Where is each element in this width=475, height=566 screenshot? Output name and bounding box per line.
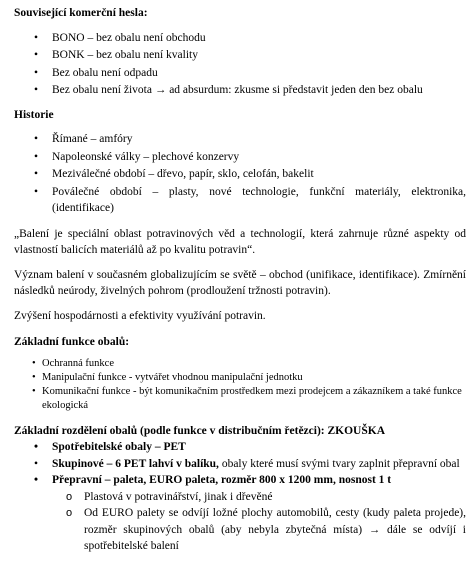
document-page [14, 5, 466, 555]
history-list [14, 131, 466, 217]
sub-list [14, 489, 466, 555]
heading-basic-functions: Základní funkce obalů: [14, 336, 130, 348]
list-item: • Bez obalu není života → ad absurdum: zkusme si představit jeden den bez obalu [14, 82, 466, 99]
slogans-list [14, 30, 466, 99]
list-item: • Ochranná funkce [14, 357, 466, 371]
list-item-text: Přepravní – paleta, EURO paleta, rozměr 800 x 1200 mm, nosnost 1 t [52, 474, 392, 486]
sub-list-item: o Od EURO palety se odvíjí ložné plochy automobilů, cesty (kudy paleta projede), rozměr skupinových obalů (aby nebyla zbytečná místa) → dále se odvíjí i spotřebitelské balení [14, 505, 466, 555]
significance-paragraph: Význam balení v současném globalizujícím se světě – obchod (unifikace, identifikace). Zmírnění následků neúrody, živelných pohrom (prodloužení tržnosti potravin). [14, 268, 466, 297]
list-item: • Spotřebitelské obaly – PET [14, 439, 466, 456]
list-item: • Římané – amfóry [14, 131, 466, 148]
list-item: • Manipulační funkce - vytvářet vhodnou manipulační jednotku [14, 371, 466, 385]
functions-list [14, 357, 466, 413]
list-item-bold: Skupinové – 6 PET lahví v balíku, [52, 457, 219, 470]
division-list [14, 439, 466, 555]
heading-basic-division: Základní rozdělení obalů (podle funkce v distribučním řetězci): ZKOUŠKA [14, 424, 385, 437]
list-item [14, 472, 466, 555]
list-item: • BONK – bez obalu není kvality [14, 47, 466, 64]
list-item [14, 456, 466, 473]
heading-history: Historie [14, 108, 54, 121]
sub-list-item: o Plastová v potravinářství, jinak i dřevěné [14, 489, 466, 506]
list-item: • Poválečné období – plasty, nové technologie, funkční materiály, elektronika, (identifikace) [14, 184, 466, 217]
quote-paragraph: „Balení je speciální oblast potravinových věd a technologií, která zahrnuje různé aspekty od vlastností balicích materiálů až po kvalitu potravin“. [14, 227, 466, 256]
list-item: • Napoleonské války – plechové konzervy [14, 149, 466, 166]
list-item: • Meziválečné období – dřevo, papír, sklo, celofán, bakelit [14, 166, 466, 183]
list-item: • Bez obalu není odpadu [14, 65, 466, 82]
list-item: • BONO – bez obalu není obchodu [14, 30, 466, 47]
heading-commercial-slogans: Související komerční hesla: [14, 7, 148, 19]
list-item-rest: obaly které musí svými tvary zaplnit přepravní obal [218, 457, 460, 470]
efficiency-paragraph: Zvýšení hospodárnosti a efektivity využívání potravin. [14, 309, 266, 322]
list-item: • Komunikační funkce - být komunikačním prostředkem mezi prodejcem a zákazníkem a také funkce ekologická [14, 385, 466, 413]
